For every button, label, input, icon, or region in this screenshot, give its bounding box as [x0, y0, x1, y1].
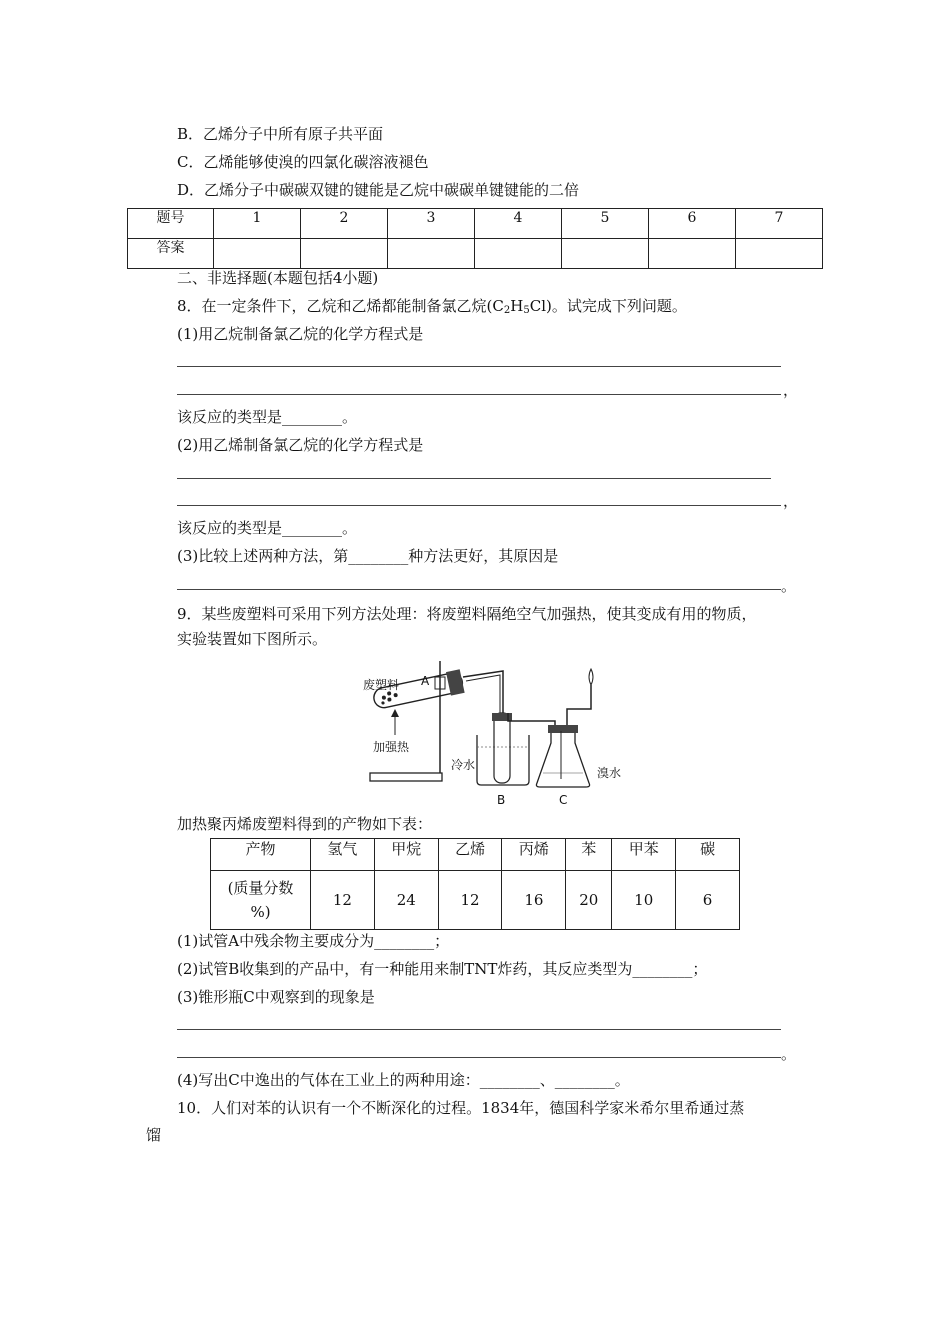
label-cold-water: 冷水 — [451, 758, 476, 772]
table-cell: 6 — [649, 209, 736, 239]
answer-cell[interactable] — [388, 239, 475, 269]
option-d: D．乙烯分子中碳碳双键的键能是乙烷中碳碳单键键能的二倍 — [177, 181, 580, 199]
q8-formula-sub2: 5 — [523, 305, 530, 316]
table-cell — [211, 871, 311, 930]
answer-line[interactable] — [177, 1057, 781, 1058]
delivery-tube-inner — [466, 675, 500, 713]
table-cell: 甲苯 — [612, 839, 676, 871]
table-cell: 20 — [566, 871, 612, 930]
label-a: A — [421, 674, 430, 688]
table-cell: 1 — [214, 209, 301, 239]
answer-table-answer-row — [128, 239, 823, 269]
answer-line[interactable] — [177, 589, 781, 590]
q8-part2: (2)用乙烯制备氯乙烷的化学方程式是 — [177, 436, 424, 454]
answer-table-header-row — [128, 209, 823, 239]
label-heat: 加强热 — [373, 740, 410, 754]
answer-line[interactable] — [177, 394, 781, 395]
table-cell: 6 — [676, 871, 740, 930]
table-cell: 12 — [438, 871, 502, 930]
label-plastic: 废塑料 — [363, 678, 400, 692]
stand-base — [370, 773, 442, 781]
table-cell: 4 — [475, 209, 562, 239]
products-value-row — [211, 871, 740, 930]
q8-formula-mid: H — [510, 297, 524, 315]
q10-stem-line1: 10．人们对苯的认识有一个不断深化的过程。1834年，德国科学家米希尔里希通过蒸 — [177, 1099, 745, 1117]
products-table — [210, 838, 740, 930]
q8-comma: ， — [783, 381, 799, 399]
q8-comma-2: ， — [783, 492, 799, 510]
table-cell: 7 — [736, 209, 823, 239]
q9-part2: (2)试管B收集到的产品中，有一种能用来制TNT炸药，其反应类型为________； — [177, 960, 708, 978]
option-b: B．乙烯分子中所有原子共平面 — [177, 125, 384, 143]
table-cell: 碳 — [676, 839, 740, 871]
table-cell: 24 — [374, 871, 438, 930]
table-cell: 16 — [502, 871, 566, 930]
answer-cell[interactable] — [736, 239, 823, 269]
label-bromine-water: 溴水 — [597, 766, 622, 780]
section-heading: 二、非选择题(本题包括4小题) — [177, 269, 379, 287]
table-cell: 10 — [612, 871, 676, 930]
q10-stem-line2: 馏 — [146, 1126, 162, 1144]
q9-stem-line1: 9．某些废塑料可采用下列方法处理：将废塑料隔绝空气加强热，使其变成有用的物质， — [177, 605, 757, 623]
stopper-b — [492, 713, 512, 721]
q8-formula-sub1: 2 — [503, 305, 511, 316]
table-cell: 题号 — [128, 209, 214, 239]
answer-line[interactable] — [177, 1029, 781, 1030]
answer-line[interactable] — [177, 505, 781, 506]
q8-part1-type: 该反应的类型是________。 — [177, 408, 358, 426]
answer-line[interactable] — [177, 478, 771, 479]
q9-part4: (4)写出C中逸出的气体在工业上的两种用途：________、________。 — [177, 1071, 630, 1089]
table-cell: 3 — [388, 209, 475, 239]
q8-stem-pre: 8．在一定条件下，乙烷和乙烯都能制备氯乙烷(C — [177, 297, 504, 315]
q8-stem-post: Cl)。试完成下列问题。 — [529, 297, 687, 315]
flame-icon — [589, 669, 593, 685]
row-label-line2: %) — [250, 903, 271, 921]
connecting-tube — [508, 713, 555, 727]
table-cell: 氢气 — [311, 839, 375, 871]
stopper-c — [548, 725, 578, 733]
q9-part1: (1)试管A中残余物主要成分为________； — [177, 932, 450, 950]
answer-line[interactable] — [177, 366, 781, 367]
table-cell: 答案 — [128, 239, 214, 269]
stopper — [446, 669, 465, 695]
q8-part3: (3)比较上述两种方法，第________种方法更好，其原因是 — [177, 547, 559, 565]
q8-period: 。 — [781, 577, 797, 595]
heat-arrowhead — [391, 709, 399, 717]
q9-stem-line2: 实验装置如下图所示。 — [177, 630, 328, 648]
answer-cell[interactable] — [649, 239, 736, 269]
q8-part1: (1)用乙烷制备氯乙烷的化学方程式是 — [177, 325, 424, 343]
q9-period: 。 — [781, 1045, 797, 1063]
table-cell: 12 — [311, 871, 375, 930]
exit-tube — [567, 685, 591, 725]
label-b: B — [497, 793, 506, 807]
beaker-b — [477, 735, 529, 785]
label-c: C — [559, 793, 568, 807]
test-tube-b — [494, 713, 510, 783]
option-c: C．乙烯能够使溴的四氯化碳溶液褪色 — [177, 153, 429, 171]
q9-table-intro: 加热聚丙烯废塑料得到的产物如下表： — [177, 815, 433, 833]
q8-part2-type: 该反应的类型是________。 — [177, 519, 358, 537]
table-cell: 2 — [301, 209, 388, 239]
answer-table — [127, 208, 823, 269]
table-cell: 乙烯 — [438, 839, 502, 871]
table-cell: 甲烷 — [374, 839, 438, 871]
products-header-row — [211, 839, 740, 871]
row-label-line1: (质量分数 — [227, 879, 294, 897]
apparatus-figure — [355, 655, 635, 810]
table-cell: 5 — [562, 209, 649, 239]
flask-c — [536, 731, 589, 787]
answer-cell[interactable] — [562, 239, 649, 269]
delivery-tube — [463, 671, 503, 713]
answer-cell[interactable] — [475, 239, 562, 269]
q9-part3: (3)锥形瓶C中观察到的现象是 — [177, 988, 375, 1006]
answer-cell[interactable] — [214, 239, 301, 269]
answer-cell[interactable] — [301, 239, 388, 269]
table-cell: 丙烯 — [502, 839, 566, 871]
q8-stem — [177, 296, 687, 321]
table-cell: 产物 — [211, 839, 311, 871]
table-cell: 苯 — [566, 839, 612, 871]
